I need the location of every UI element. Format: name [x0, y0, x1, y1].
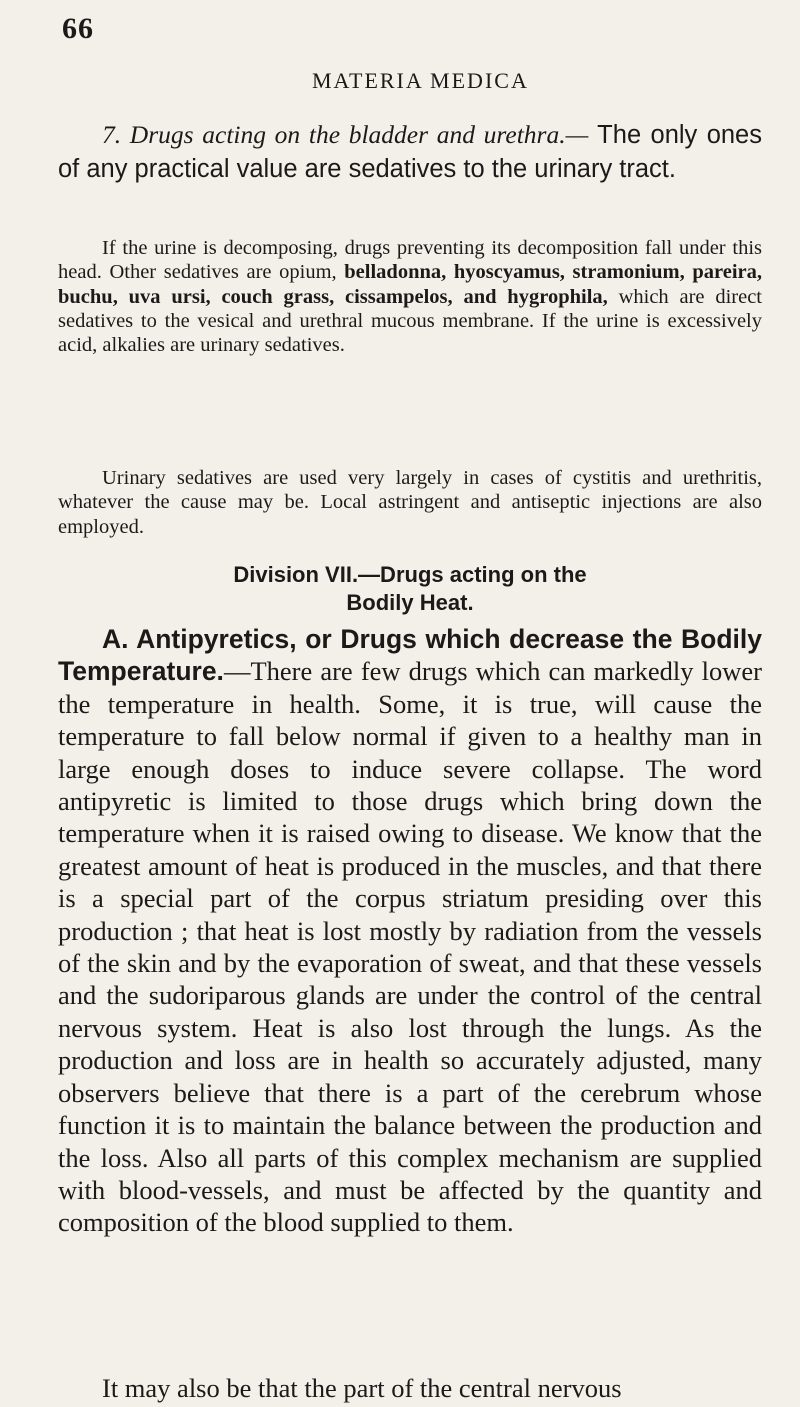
- urinary-sedatives-paragraph: Urinary sedatives are used very largely in cases of cystitis and urethritis, whatever the cause may be. Local astringent and antiseptic injections are also employed.: [58, 467, 762, 538]
- last-line: It may also be that the part of the central nervous: [102, 1373, 622, 1403]
- section-7-paragraph: [58, 118, 762, 186]
- page-number: 66: [62, 12, 94, 45]
- decomposing-lead: If the urine is decomposing, drugs preventing its decomposition fall under this head. Other sedatives are opium,: [58, 237, 762, 284]
- sedative-drug-list: belladonna, hyoscyamus, stramonium, pareira, buchu, uva ursi, couch grass, cissampelos, and hygrophila,: [58, 261, 762, 308]
- section-7-text: The only ones of any practical value are sedatives to the urinary tract.: [58, 121, 762, 183]
- antipyretics-paragraph: [58, 623, 762, 1239]
- division-heading-line-1: Division VII.—Drugs acting on the: [233, 562, 587, 587]
- division-heading: [58, 561, 762, 617]
- running-head: MATERIA MEDICA: [312, 68, 529, 93]
- division-heading-line-2: Bodily Heat.: [346, 590, 474, 615]
- decomposing-tail: which are direct sedatives to the vesical and urethral mucous membrane. If the urine is excessively acid, alkalies are urinary sedatives.: [58, 285, 762, 357]
- antipyretics-heading: A. Antipyretics, or Drugs which decrease the Bodily Temperature.: [58, 624, 762, 687]
- section-7-heading: 7. Drugs acting on the bladder and urethra.—: [102, 120, 589, 149]
- antipyretics-text: —There are few drugs which can markedly lower the temperature in health. Some, it is true, will cause the temperature to fall below normal if given to a healthy man in large enough doses to induce severe collapse. The word antipyretic is limited to those drugs which bring down the temperature when it is raised owing to disease. We know that the greatest amount of heat is produced in the muscles, and that there is a special part of the corpus striatum presiding over this production ; that heat is lost mostly by radiation from the vessels of the skin and by the evaporation of sweat, and that these vessels and the sudoriparous glands are under the control of the central nervous system. Heat is also lost through the lungs. As the production and loss are in health so accurately adjusted, many observers believe that there is a part of the cerebrum whose function it is to maintain the balance between the production and the loss. Also all parts of this complex mechanism are supplied with blood-vessels, and must be affected by the quantity and composition of the blood supplied to them.: [58, 656, 762, 1238]
- decomposing-paragraph: [58, 236, 762, 357]
